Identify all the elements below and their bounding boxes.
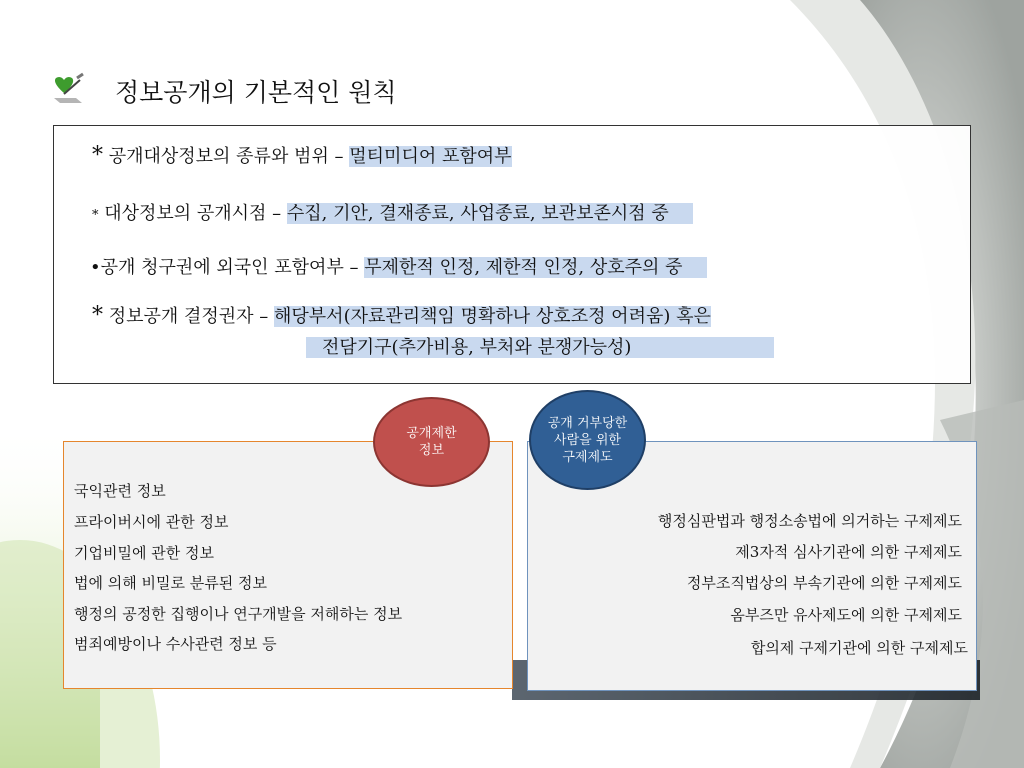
row-marker: •: [90, 257, 101, 278]
list-item: 행정의 공정한 집행이나 연구개발을 저해하는 정보: [74, 605, 403, 623]
checkmark-icon: [50, 68, 86, 104]
list-item: 기업비밀에 관한 정보: [74, 544, 214, 562]
circle-label-line: 정보: [418, 443, 445, 458]
principle-row-scope: [92, 142, 512, 168]
row-value: 해당부서(자료관리책임 명확하나 상호조정 어려움) 혹은: [274, 306, 711, 327]
row-label: 공개 청구권에 외국인 포함여부 –: [100, 257, 365, 278]
circle-label-line: 공개 거부당한: [547, 415, 628, 431]
row-label: 대상정보의 공개시점 –: [104, 203, 287, 224]
row-value: 무제한적 인정, 제한적 인정, 상호주의 중: [364, 257, 706, 278]
circle-label-line: 사람을 위한: [554, 432, 621, 448]
circle-label-line: 구제제도: [562, 449, 613, 465]
list-item: 범죄예방이나 수사관련 정보 등: [74, 635, 277, 653]
row-marker: *: [92, 208, 99, 223]
row-value-continued: 전담기구(추가비용, 부처와 분쟁가능성): [306, 337, 774, 358]
circle-label-line: 공개제한: [406, 426, 457, 441]
principle-row-foreigner: [90, 253, 707, 279]
list-item: 합의제 구제기관에 의한 구제제도: [750, 639, 968, 657]
row-marker: *: [92, 303, 103, 328]
row-marker: *: [92, 143, 103, 168]
row-label: 공개대상정보의 종류와 범위 –: [108, 146, 350, 167]
list-item: 옴부즈만 유사제도에 의한 구제제도: [730, 606, 962, 624]
list-item: 행정심판법과 행정소송법에 의거하는 구제제도: [657, 512, 962, 530]
list-item: 제3자적 심사기관에 의한 구제제도: [735, 543, 962, 561]
remedy-circle: [529, 390, 646, 490]
list-item: 프라이버시에 관한 정보: [74, 513, 229, 531]
row-value: 수집, 기안, 결재종료, 사업종료, 보관보존시점 중: [287, 203, 693, 224]
principle-row-decision-cont: [322, 333, 774, 359]
list-item: 법에 의해 비밀로 분류된 정보: [74, 574, 267, 592]
page-title: 정보공개의 기본적인 원칙: [115, 78, 397, 107]
restriction-circle: [373, 397, 490, 487]
row-value: 멀티미디어 포함여부: [349, 146, 512, 167]
row-label: 정보공개 결정권자 –: [108, 306, 275, 327]
list-item: 정부조직법상의 부속기관에 의한 구제제도: [686, 574, 962, 592]
principle-row-timing: [92, 199, 693, 225]
principles-box: [53, 125, 971, 384]
principle-row-decision: [92, 302, 711, 328]
list-item: 국익관련 정보: [74, 482, 166, 500]
